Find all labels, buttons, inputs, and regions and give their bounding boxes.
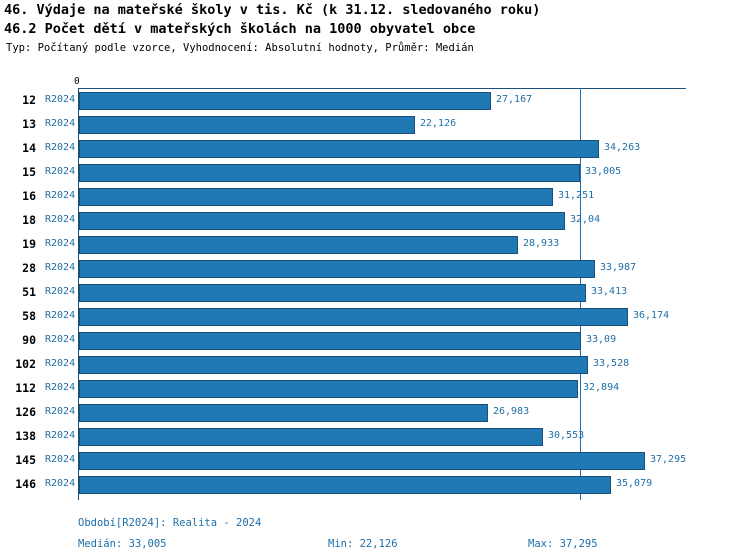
row-period-label: R2024 <box>45 310 76 321</box>
bar-value-label: 31,251 <box>558 190 595 201</box>
row-period-label: R2024 <box>45 286 76 297</box>
row-category-label: 16 <box>22 189 36 203</box>
bar-fill <box>79 212 565 230</box>
bar-value-label: 36,174 <box>633 310 670 321</box>
row-period-label: R2024 <box>45 382 76 393</box>
table-row[interactable] <box>0 329 750 353</box>
row-category-label: 138 <box>15 429 36 443</box>
bar[interactable] <box>79 212 565 230</box>
bar[interactable] <box>79 284 586 302</box>
table-row[interactable] <box>0 449 750 473</box>
bar[interactable] <box>79 380 578 398</box>
bar[interactable] <box>79 356 588 374</box>
bar-fill <box>79 140 599 158</box>
table-row[interactable] <box>0 233 750 257</box>
bar-value-label: 33,413 <box>591 286 628 297</box>
bar-value-label: 34,263 <box>604 142 641 153</box>
chart-subtitle: Typ: Počítaný podle vzorce, Vyhodnocení: Absolutní hodnoty, Průměr: Medián <box>6 42 474 54</box>
bar-fill <box>79 476 611 494</box>
bar-value-label: 33,09 <box>586 334 617 345</box>
row-period-label: R2024 <box>45 334 76 345</box>
row-period-label: R2024 <box>45 406 76 417</box>
row-period-label: R2024 <box>45 430 76 441</box>
bar[interactable] <box>79 428 543 446</box>
bar-value-label: 32,04 <box>570 214 601 225</box>
bar-fill <box>79 332 581 350</box>
bar[interactable] <box>79 140 599 158</box>
chart-footer <box>0 505 750 560</box>
bar-fill <box>79 428 543 446</box>
bar-fill <box>79 260 595 278</box>
bar[interactable] <box>79 116 415 134</box>
bar-fill <box>79 452 645 470</box>
table-row[interactable] <box>0 305 750 329</box>
row-category-label: 112 <box>15 381 36 395</box>
row-period-label: R2024 <box>45 118 76 129</box>
table-row[interactable] <box>0 353 750 377</box>
bar[interactable] <box>79 332 581 350</box>
bar-value-label: 30,553 <box>548 430 585 441</box>
stat-max: Max: 37,295 <box>528 538 598 550</box>
row-category-label: 28 <box>22 261 36 275</box>
table-row[interactable] <box>0 89 750 113</box>
bar-fill <box>79 188 553 206</box>
chart-title-line1: 46. Výdaje na mateřské školy v tis. Kč (k 31.12. sledovaného roku) <box>4 2 541 18</box>
row-category-label: 126 <box>15 405 36 419</box>
row-category-label: 14 <box>22 141 36 155</box>
row-period-label: R2024 <box>45 190 76 201</box>
row-category-label: 19 <box>22 237 36 251</box>
row-period-label: R2024 <box>45 214 76 225</box>
row-category-label: 18 <box>22 213 36 227</box>
row-period-label: R2024 <box>45 358 76 369</box>
bar-fill <box>79 380 578 398</box>
bar-value-label: 37,295 <box>650 454 687 465</box>
axis-zero-tick-label: 0 <box>74 76 80 87</box>
bar-value-label: 33,987 <box>600 262 637 273</box>
bar[interactable] <box>79 476 611 494</box>
bar[interactable] <box>79 188 553 206</box>
bar-fill <box>79 92 491 110</box>
row-category-label: 145 <box>15 453 36 467</box>
bar-value-label: 22,126 <box>420 118 457 129</box>
bar-fill <box>79 116 415 134</box>
table-row[interactable] <box>0 257 750 281</box>
table-row[interactable] <box>0 161 750 185</box>
row-category-label: 13 <box>22 117 36 131</box>
row-category-label: 90 <box>22 333 36 347</box>
bar-value-label: 27,167 <box>496 94 533 105</box>
row-period-label: R2024 <box>45 262 76 273</box>
row-category-label: 102 <box>15 357 36 371</box>
bar-value-label: 28,933 <box>523 238 560 249</box>
stat-median: Medián: 33,005 <box>78 538 167 550</box>
row-period-label: R2024 <box>45 94 76 105</box>
table-row[interactable] <box>0 377 750 401</box>
row-period-label: R2024 <box>45 166 76 177</box>
bar[interactable] <box>79 452 645 470</box>
row-period-label: R2024 <box>45 238 76 249</box>
bar-value-label: 26,983 <box>493 406 530 417</box>
bar-value-label: 33,005 <box>585 166 622 177</box>
row-category-label: 146 <box>15 477 36 491</box>
bar-rows <box>0 89 750 497</box>
bar-fill <box>79 236 518 254</box>
bar-fill <box>79 356 588 374</box>
table-row[interactable] <box>0 137 750 161</box>
row-period-label: R2024 <box>45 478 76 489</box>
table-row[interactable] <box>0 281 750 305</box>
table-row[interactable] <box>0 209 750 233</box>
bar[interactable] <box>79 308 628 326</box>
bar-fill <box>79 404 488 422</box>
bar-fill <box>79 308 628 326</box>
row-period-label: R2024 <box>45 454 76 465</box>
row-category-label: 58 <box>22 309 36 323</box>
row-period-label: R2024 <box>45 142 76 153</box>
bar[interactable] <box>79 236 518 254</box>
legend-entry: Období[R2024]: Realita - 2024 <box>78 517 262 529</box>
table-row[interactable] <box>0 401 750 425</box>
table-row[interactable] <box>0 473 750 497</box>
row-category-label: 15 <box>22 165 36 179</box>
table-row[interactable] <box>0 425 750 449</box>
row-category-label: 51 <box>22 285 36 299</box>
table-row[interactable] <box>0 185 750 209</box>
bar-value-label: 33,528 <box>593 358 630 369</box>
bar-fill <box>79 164 580 182</box>
bar[interactable] <box>79 260 595 278</box>
bar[interactable] <box>79 164 580 182</box>
bar-fill <box>79 284 586 302</box>
stat-min: Min: 22,126 <box>328 538 398 550</box>
bar[interactable] <box>79 92 491 110</box>
bar[interactable] <box>79 404 488 422</box>
chart-title-line2: 46.2 Počet dětí v mateřských školách na 1000 obyvatel obce <box>4 21 476 37</box>
row-category-label: 12 <box>22 93 36 107</box>
chart-plot-area <box>0 60 750 500</box>
bar-value-label: 32,894 <box>583 382 620 393</box>
bar-value-label: 35,079 <box>616 478 653 489</box>
table-row[interactable] <box>0 113 750 137</box>
